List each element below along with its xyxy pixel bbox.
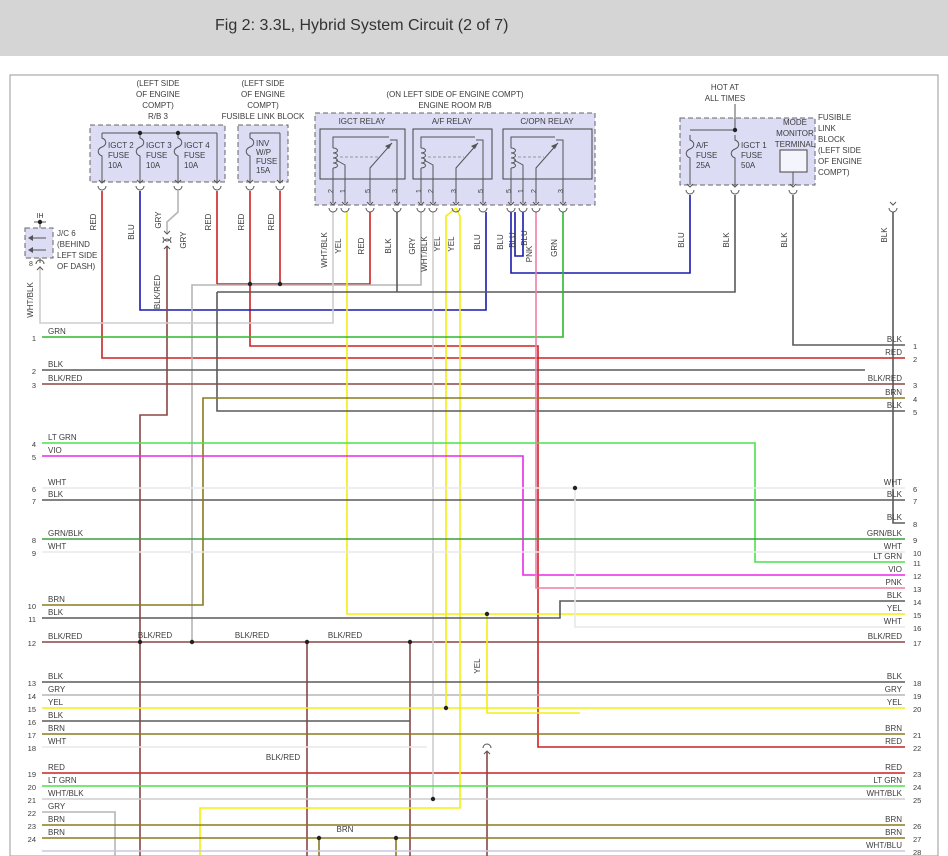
wire-color-label: LT GRN [873,552,902,561]
mode-monitor-terminal-box [780,150,807,172]
diagram-label: GRY [154,211,163,229]
diagram-label: BLK/RED [327,631,363,640]
connector-chevron-icon [483,744,491,748]
diagram-label: MONITOR [776,129,814,138]
diagram-label: COMPT) [142,101,174,110]
row-number-left: 11 [28,615,36,624]
diagram-label: 2 [428,189,435,193]
wire-wht [575,488,905,627]
wire-blk [893,212,905,523]
diagram-label: OF ENGINE [135,90,181,99]
row-number-left: 9 [31,549,36,558]
diagram-label: C/OPN RELAY [520,117,574,126]
title-bar [0,0,948,56]
diagram-label: BLK/RED [265,753,301,762]
connector-chevron-icon [276,186,284,190]
diagram-label: TERMINAL [774,140,816,149]
row-number-right: 22 [913,744,922,753]
diagram-label: FUSE [741,151,763,160]
wire-color-label: RED [48,763,65,772]
diagram-label: IH [36,213,44,220]
connector-chevron-icon [393,208,401,212]
wire-color-label: GRN [48,327,66,336]
row-number-left: 3 [31,381,36,390]
row-number-left: 19 [27,770,36,779]
diagram-label: A/F [696,141,709,150]
wire-color-label: BLK [48,360,64,369]
diagram-label: ALL TIMES [704,94,746,103]
row-number-right: 8 [913,520,918,529]
diagram-label: OF ENGINE [818,157,863,166]
diagram-label: YEL [433,236,442,252]
row-number-right: 25 [913,796,922,805]
diagram-label: 10A [108,161,123,170]
diagram-label: RED [204,213,213,231]
wire-red [102,191,905,358]
row-number-left: 8 [31,536,36,545]
connector-chevron-icon [136,186,144,190]
row-number-left: 1 [31,334,36,343]
connector-chevron-icon [366,208,374,212]
wire-color-label: PNK [885,578,902,587]
diagram-label: OF ENGINE [240,90,286,99]
row-number-right: 11 [913,559,921,568]
row-number-left: 18 [27,744,36,753]
row-number-left: 7 [31,497,36,506]
wire-gry [192,212,421,642]
row-number-right: 20 [913,705,922,714]
diagram-label: 3 [558,189,565,193]
wire-color-label: RED [885,348,902,357]
wire-color-label: WHT [883,478,902,487]
connector-chevron-icon [341,208,349,212]
wire-color-label: BLK [886,513,902,522]
row-number-left: 5 [31,453,36,462]
diagram-label: GRY [179,231,188,249]
diagram-label: IGCT 1 [741,141,767,150]
junction-dot [431,797,435,801]
diagram-label: OF DASH) [57,262,96,271]
diagram-label: FUSE [256,157,278,166]
row-number-left: 6 [31,485,36,494]
diagram-label: 25A [696,161,711,170]
diagram-label: 15A [256,166,271,175]
wire-color-label: BRN [885,724,902,733]
diagram-label: IGCT 4 [184,141,210,150]
diagram-label: (LEFT SIDE [136,79,180,88]
row-number-left: 4 [31,440,36,449]
wire-color-label: LT GRN [48,776,77,785]
wire-pnk [536,212,905,588]
diagram-label: FUSIBLE [818,113,852,122]
connector-chevron-icon [889,208,897,212]
row-number-left: 13 [27,679,36,688]
diagram-label: WHT/BLK [420,236,429,272]
diagram-label: R/B 3 [147,112,169,121]
wire-color-label: BLK/RED [48,632,83,641]
wire-color-label: WHT [48,737,67,746]
wire-blk [793,195,905,345]
wire-brn [42,398,905,605]
diagram-label: 8 [29,261,33,268]
row-number-left: 15 [27,705,36,714]
connector-chevron-icon [559,208,567,212]
connector-chevron-icon [731,190,739,194]
row-number-right: 28 [913,848,922,856]
diagram-label: 2 [328,189,335,193]
wire-color-label: RED [885,763,902,772]
diagram-label: 50A [741,161,756,170]
diagram-label: 3 [392,189,399,193]
diagram-label: (BEHIND [57,240,90,249]
junction-dot [176,131,180,135]
connector-chevron-icon [789,190,797,194]
row-number-right: 15 [913,611,922,620]
junction-dot [444,706,448,710]
row-number-left: 20 [27,783,36,792]
wire-red [250,191,905,747]
wire-color-label: LT GRN [48,433,77,442]
row-number-left: 17 [27,731,36,740]
diagram-label: 5 [506,189,513,193]
junction-dot [485,612,489,616]
wire-color-label: WHT [883,617,902,626]
diagram-label: 5 [365,189,372,193]
diagram-label: RED [89,213,98,231]
row-number-right: 3 [913,381,918,390]
row-number-right: 14 [913,598,922,607]
wire-color-label: YEL [886,604,902,613]
diagram-label: BLU [473,234,482,250]
diagram-label: RED [357,237,366,255]
row-number-right: 5 [913,408,918,417]
diagram-label: FUSE [696,151,718,160]
diagram-label: 10A [146,161,161,170]
diagram-label: IGCT 3 [146,141,172,150]
diagram-label: GRY [408,237,417,255]
row-number-right: 2 [913,355,918,364]
row-number-right: 21 [913,731,922,740]
row-number-left: 14 [27,692,36,701]
diagram-label: BLK [384,238,393,254]
row-number-right: 1 [913,342,918,351]
wire-color-label: BRN [885,815,902,824]
diagram-label: BLU [677,232,686,248]
junction-dot [733,128,737,132]
wire-color-label: BRN [48,828,65,837]
row-number-right: 26 [913,822,922,831]
wire-color-label: WHT/BLK [866,789,902,798]
diagram-label: (ON LEFT SIDE OF ENGINE COMPT) [386,90,524,99]
row-number-right: 19 [913,692,922,701]
wire-color-label: BLK [886,672,902,681]
diagram-label: 2 [531,189,538,193]
wire-color-label: BRN [48,815,65,824]
junction-dot [278,282,282,286]
wire-color-label: GRY [884,685,902,694]
diagram-label: BLK [780,232,789,248]
wire-color-label: WHT/BLU [866,841,902,850]
diagram-label: BLU [127,224,136,240]
diagram-label: PNK [525,245,534,263]
wire-yel [446,208,456,708]
diagram-label: WHT/BLK [320,232,329,268]
wire-color-label: WHT/BLK [48,789,84,798]
diagram-label: FUSE [146,151,168,160]
connector-chevron-icon [98,186,106,190]
junction-dot [573,486,577,490]
diagram-label: COMPT) [818,168,850,177]
connector-chevron-icon [213,186,221,190]
wire-color-label: BLK/RED [48,374,83,383]
junction-dot [394,836,398,840]
diagram-label: WHT/BLK [26,282,35,318]
diagram-label: IGCT RELAY [338,117,386,126]
diagram-label: (LEFT SIDE [241,79,285,88]
row-number-right: 9 [913,536,918,545]
wire-color-label: BLK [886,591,902,600]
diagram-label: LEFT SIDE [57,251,98,260]
diagram-label: YEL [334,238,343,254]
diagram-label: BLK/RED [234,631,270,640]
row-number-right: 13 [913,585,922,594]
diagram-label: FUSIBLE LINK BLOCK [221,112,305,121]
connector-arrow-icon [890,202,896,205]
connector-chevron-icon [532,208,540,212]
connector-chevron-icon [329,208,337,212]
wire-yel [200,208,460,856]
wire-color-label: WHT [883,542,902,551]
wire-color-label: GRY [48,802,66,811]
wire-color-label: YEL [48,698,64,707]
diagram-label: LINK [818,124,836,133]
diagram-label: RED [267,213,276,231]
wire-blk [42,601,905,618]
diagram-label: 1 [416,189,423,193]
junction-dot [248,282,252,286]
wire-color-label: VIO [888,565,902,574]
wire-color-label: RED [885,737,902,746]
wire-yel [487,614,580,713]
wire-color-label: BLK [48,672,64,681]
wire-color-label: BLK [48,711,64,720]
wire-vio [42,456,905,575]
wire-color-label: YEL [886,698,902,707]
diagram-label: A/F RELAY [431,117,473,126]
row-number-left: 10 [27,602,36,611]
junction-dot [317,836,321,840]
row-number-right: 27 [913,835,922,844]
diagram-label: 1 [518,189,525,193]
row-number-right: 6 [913,485,918,494]
row-number-right: 23 [913,770,922,779]
wiring-diagram [0,56,948,856]
wire-color-label: BRN [48,724,65,733]
wire-color-label: WHT [48,478,67,487]
wire-color-label: BLK [886,490,902,499]
wire-color-label: LT GRN [873,776,902,785]
row-number-right: 18 [913,679,922,688]
diagram-label: YEL [473,658,482,674]
diagram-label: BLU [496,234,505,250]
diagram-label: 10A [184,161,199,170]
diagram-label: BLU [508,232,517,248]
wire-gry [167,191,178,234]
wire-color-label: GRY [48,685,66,694]
junction-dot [38,220,42,224]
junction-dot [305,640,309,644]
diagram-label: FUSE [184,151,206,160]
wire-color-label: BLK [886,335,902,344]
row-number-right: 12 [913,572,922,581]
junction-dot [190,640,194,644]
row-number-left: 24 [27,835,36,844]
diagram-label: RED [237,213,246,231]
wire-color-label: BRN [48,595,65,604]
row-number-right: 4 [913,395,918,404]
wire-color-label: BLK [48,608,64,617]
wire-color-label: GRN/BLK [866,529,902,538]
row-number-right: 17 [913,639,922,648]
row-number-left: 22 [27,809,36,818]
wire-color-label: BRN [885,388,902,397]
diagram-label: IGCT 2 [108,141,134,150]
row-number-left: 12 [27,639,36,648]
diagram-label: FUSE [108,151,130,160]
connector-chevron-icon [417,208,425,212]
row-number-left: 2 [31,367,36,376]
connector-chevron-icon [174,186,182,190]
connector-chevron-icon [519,208,527,212]
wire-color-label: WHT [48,542,67,551]
wire-grn [42,212,563,337]
diagram-label: YEL [447,236,456,252]
wire-color-label: VIO [48,446,62,455]
connector-chevron-icon [479,208,487,212]
diagram-label: 3 [451,189,458,193]
diagram-label: 5 [478,189,485,193]
wire-color-label: BLK/RED [867,374,902,383]
wire-color-label: BLK [886,401,902,410]
wire-blu [511,195,690,273]
row-number-left: 16 [27,718,36,727]
diagram-label: (LEFT SIDE [818,146,861,155]
diagram-label: COMPT) [247,101,279,110]
wire-color-label: BRN [885,828,902,837]
diagram-label: INV [256,139,270,148]
row-number-right: 10 [913,549,922,558]
connector-chevron-icon [246,186,254,190]
row-number-right: 24 [913,783,922,792]
junction-dot [138,131,142,135]
wire-color-label: BLK [48,490,64,499]
junction-dot [138,640,142,644]
diagram-label: BRN [336,825,354,834]
jc6-block [25,228,53,258]
diagram-label: BLU [520,230,529,246]
wire-color-label: BLK/RED [867,632,902,641]
junction-dot [408,640,412,644]
wire-color-label: GRN/BLK [48,529,84,538]
row-number-right: 16 [913,624,922,633]
wire-ltgrn [42,443,905,562]
diagram-label: MODE [783,118,807,127]
connector-chevron-icon [429,208,437,212]
diagram-label: W/P [256,148,272,157]
diagram-label: BLK [722,232,731,248]
diagram-label: BLK [880,227,889,243]
row-number-left: 21 [27,796,36,805]
figure-title: Fig 2: 3.3L, Hybrid System Circuit (2 of 7) [215,17,509,34]
row-number-left: 23 [27,822,36,831]
diagram-label: GRN [550,239,559,257]
diagram-label: J/C 6 [57,229,76,238]
diagram-label: BLK/RED [137,631,173,640]
diagram-label: ENGINE ROOM R/B [418,101,492,110]
diagram-label: BLK/RED [153,274,162,310]
diagram-label: 1 [340,189,347,193]
diagram-label: BLOCK [818,135,846,144]
connector-chevron-icon [507,208,515,212]
diagram-label: HOT AT [710,83,740,92]
connector-chevron-icon [686,190,694,194]
row-number-right: 7 [913,497,918,506]
